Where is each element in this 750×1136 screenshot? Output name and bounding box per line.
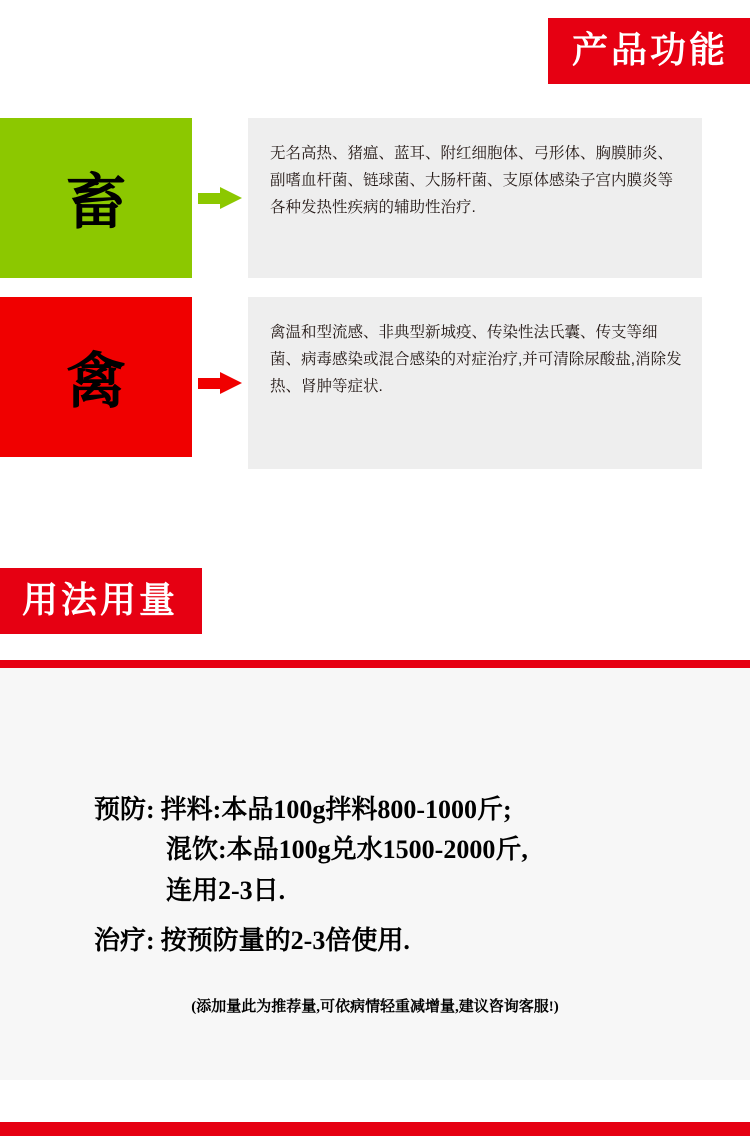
usage-note: (添加量此为推荐量,可依病情轻重减增量,建议咨询客服!) <box>191 999 559 1015</box>
usage-treatment-label: 治疗: <box>94 925 155 955</box>
usage-heading <box>0 568 202 634</box>
usage-prevention-line2: 混饮:本品100g兑水1500-2000斤, <box>166 835 528 865</box>
usage-prevention-line <box>0 790 750 830</box>
category-badge-livestock: 畜 <box>0 118 192 278</box>
function-row-livestock <box>0 118 702 278</box>
poultry-description: 禽温和型流感、非典型新城疫、传染性法氏囊、传支等细菌、病毒感染或混合感染的对症治疗,并可清除尿酸盐,消除发热、肾肿等症状. <box>248 297 702 469</box>
usage-prevention-text: 拌料:本品100g拌料800-1000斤; <box>160 795 512 824</box>
usage-title: 用法用量 <box>0 568 202 634</box>
usage-treatment-text: 按预防量的2-3倍使用. <box>160 925 410 955</box>
usage-prevention-label: 预防: <box>94 795 155 824</box>
livestock-description: 无名高热、猪瘟、蓝耳、附红细胞体、弓形体、胸膜肺炎、副嗜血杆菌、链球菌、大肠杆菌、支原体感染子宫内膜炎等各种发热性疾病的辅助性治疗. <box>248 118 702 278</box>
usage-treatment-line <box>0 921 750 961</box>
arrow-right-icon-poultry <box>192 297 248 469</box>
bottom-accent-bar <box>0 1122 750 1136</box>
product-function-title: 产品功能 <box>548 18 750 84</box>
category-badge-poultry: 禽 <box>0 297 192 457</box>
usage-prevention-line3: 连用2-3日. <box>166 875 286 905</box>
function-row-poultry <box>0 297 702 469</box>
product-function-heading <box>548 18 750 84</box>
arrow-right-icon-livestock <box>192 118 248 278</box>
usage-content <box>0 790 750 961</box>
